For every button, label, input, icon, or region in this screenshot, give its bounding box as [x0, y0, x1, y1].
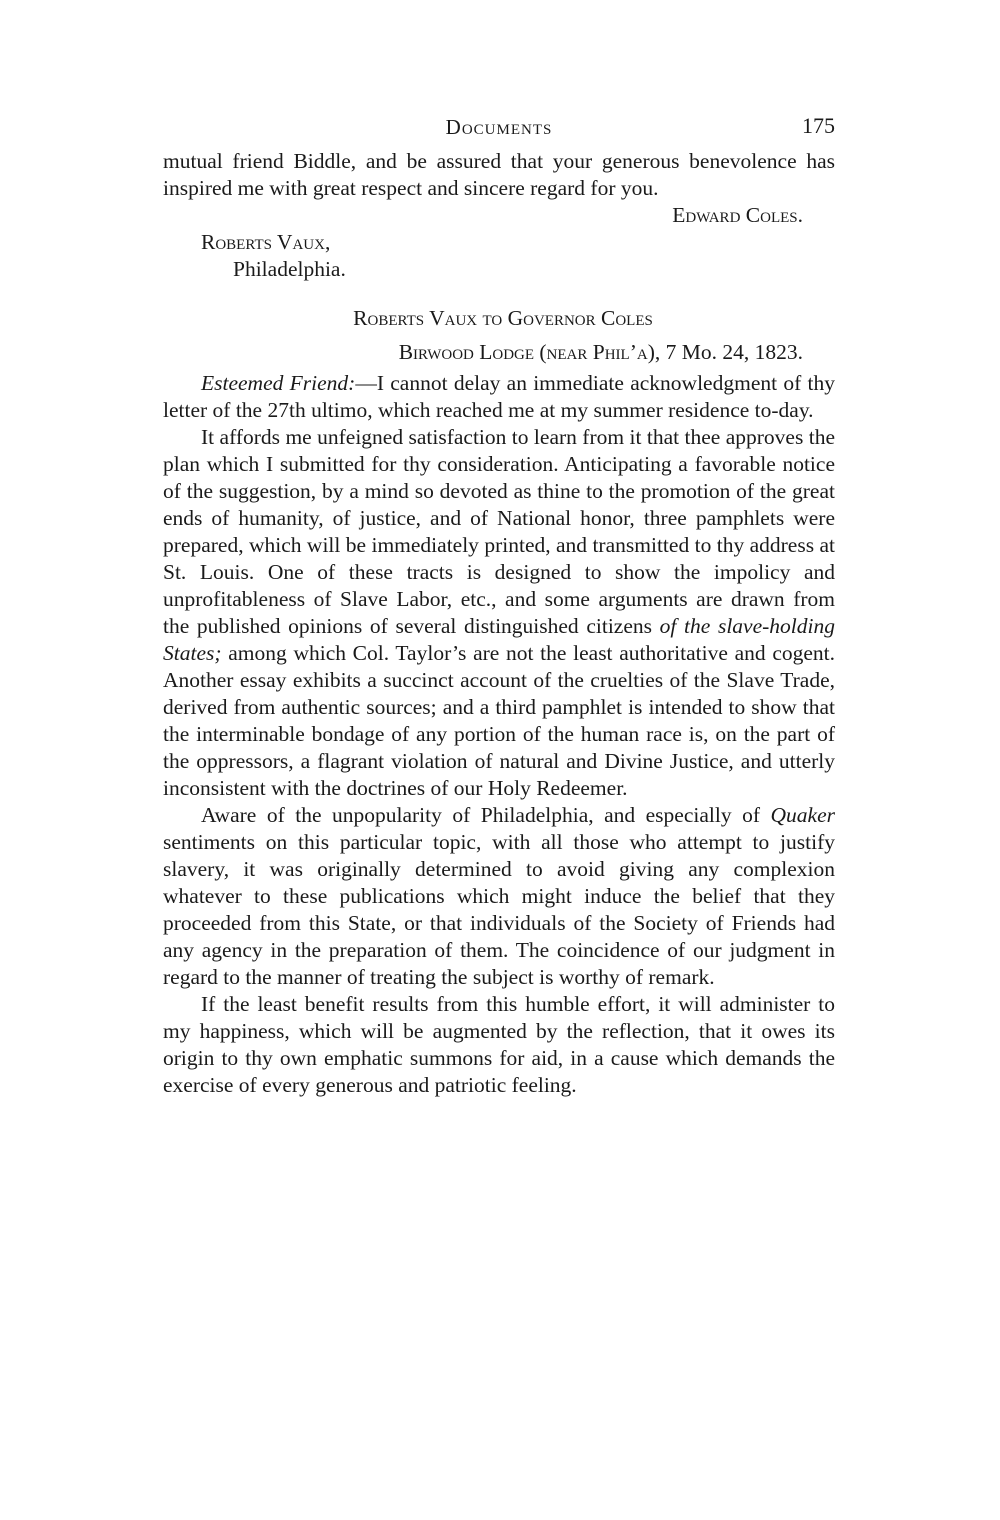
paragraph-1-text: —I cannot delay an immediate acknowledgment of thy letter of the 27th ultimo, which reached me at my summer residence to-day.: [163, 371, 835, 422]
addressee-place: Philadelphia.: [233, 257, 346, 281]
paragraph-2-text-b: among which Col. Taylor’s are not the least authoritative and cogent. Another essay exhibits a succinct account of the cruelties of the Slave Trade, derived from authentic sources; and a third pamphlet is intended to show that the interminable bondage of any portion of the human race is, on the part of the oppressors, a flagrant violation of natural and Divine Justice, and utterly inconsistent with the doctrines of our Holy Redeemer.: [163, 641, 836, 800]
paragraph-2-emphasis: of the slave-holding States;: [163, 614, 835, 665]
paragraph-2-text-a: It affords me unfeigned satisfaction to learn from it that thee approves the plan which I submitted for thy consideration. Anticipating a favorable notice of the suggestion, by a mind so devoted as thine to the promotion of the great ends of humanity, of justice, and of National honor, three pamphlets were prepared, which will be immediately printed, and transmitted to thy address at St. Louis. One of these tracts is designed to show the impolicy and unprofitableness of Slave Labor, etc., and some arguments are drawn from the published opinions of several distinguished citizens: [163, 425, 835, 638]
paragraph-3: [163, 802, 835, 991]
letter-closing-paragraph: mutual friend Biddle, and be assured that your generous benevolence has inspired me with great respect and sincere regard for you.: [163, 149, 835, 200]
document-page: [163, 112, 835, 1099]
running-head: Documents: [445, 115, 553, 139]
page-header: [163, 112, 835, 148]
addressee-name: Roberts Vaux,: [201, 230, 331, 254]
letter-heading: Roberts Vaux to Governor Coles: [353, 306, 653, 330]
page-number: 175: [802, 113, 835, 138]
paragraph-3-emphasis: Quaker: [770, 803, 835, 827]
dateline-place: Birwood Lodge (near Phil’a),: [398, 340, 661, 364]
paragraph-3-text-a: Aware of the unpopularity of Philadelphia, and especially of: [201, 803, 761, 827]
paragraph-4: If the least benefit results from this humble effort, it will administer to my happiness, which will be augmented by the reflection, that it owes its origin to thy own emphatic summons for aid, in a cause which demands the exercise of every generous and patriotic feeling.: [163, 992, 835, 1097]
paragraph-2: [163, 424, 835, 802]
signature: Edward Coles.: [672, 203, 803, 227]
paragraph-3-text-b: sentiments on this particular topic, with all those who attempt to justify slavery, it was originally determined to avoid giving any complexion whatever to these publications which might induce the belief that they proceeded from this State, or that individuals of the Society of Friends had any agency in the preparation of them. The coincidence of our judgment in regard to the manner of treating the subject is worthy of remark.: [163, 830, 835, 989]
paragraph-1: [163, 370, 835, 424]
dateline: [163, 339, 835, 366]
salutation: Esteemed Friend:: [201, 371, 356, 395]
dateline-date: 7 Mo. 24, 1823.: [665, 340, 803, 364]
